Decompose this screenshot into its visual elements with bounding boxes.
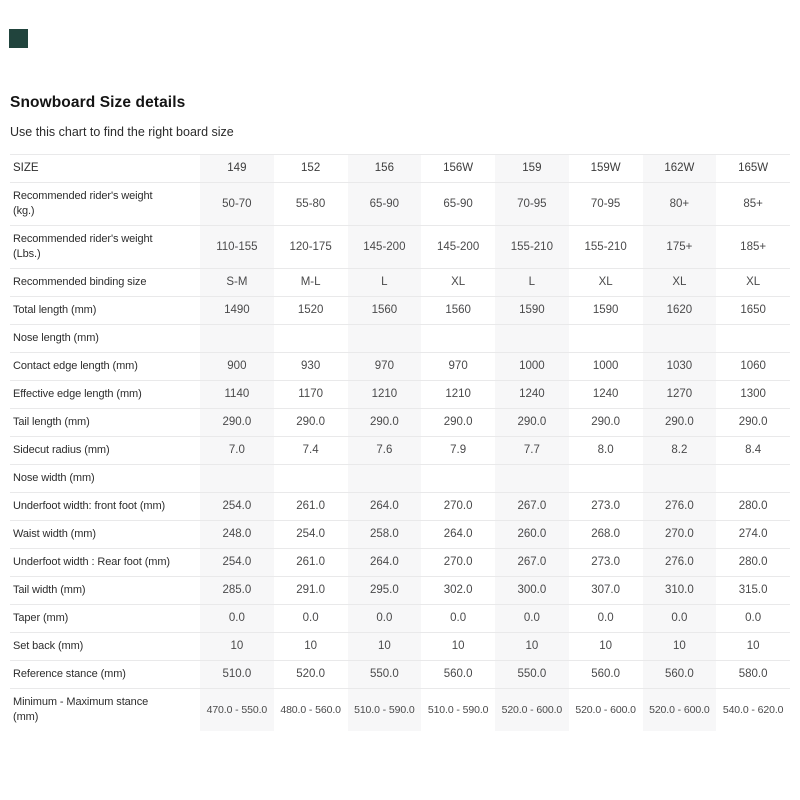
value-cell: 280.0 [738, 500, 768, 512]
value-cell: 10 [643, 633, 717, 661]
value-cell: 280.0 [738, 556, 768, 568]
value-cell: 970 [348, 353, 422, 381]
value-cell: 285.0 [200, 577, 274, 605]
size-chart-table [10, 154, 790, 731]
row-label-line: Set back (mm) [13, 640, 84, 652]
value-cell: 307.0 [591, 584, 621, 596]
value-cell: 510.0 [200, 661, 274, 689]
section-subtitle: Use this chart to find the right board size [10, 125, 234, 139]
value-cell: 970 [448, 360, 468, 372]
table-row [10, 633, 790, 661]
value-cell: 290.0 [200, 409, 274, 437]
value-cell: 274.0 [738, 528, 768, 540]
row-label [10, 226, 200, 269]
value-cell: 1000 [592, 360, 619, 372]
row-label [10, 577, 200, 605]
value-cell: 560.0 [443, 668, 473, 680]
value-cell: XL [598, 276, 613, 288]
value-cell: S-M [200, 269, 274, 297]
value-cell: 300.0 [495, 577, 569, 605]
row-label-line: Recommended rider's weight [13, 190, 153, 202]
value-cell: M-L [300, 276, 321, 288]
column-header-156W: 156W [443, 162, 474, 174]
value-cell: 0.0 [348, 605, 422, 633]
value-cell: 261.0 [296, 556, 326, 568]
value-cell: 260.0 [495, 521, 569, 549]
brand-mark-icon [9, 29, 28, 48]
value-cell [495, 465, 569, 493]
table-row [10, 325, 790, 353]
row-label-line: Effective edge length (mm) [13, 388, 142, 400]
row-label [10, 269, 200, 297]
value-cell: 267.0 [495, 493, 569, 521]
row-label-line: Contact edge length (mm) [13, 360, 138, 372]
value-cell: 10 [348, 633, 422, 661]
column-header-156: 156 [348, 155, 422, 183]
value-cell: 145-200 [437, 240, 480, 253]
value-cell: 270.0 [443, 556, 473, 568]
row-label [10, 493, 200, 521]
value-cell [348, 465, 422, 493]
value-cell: 276.0 [643, 493, 717, 521]
column-header-152: 152 [301, 162, 321, 174]
value-cell: 10 [495, 633, 569, 661]
value-cell: 7.7 [495, 437, 569, 465]
value-cell: 258.0 [348, 521, 422, 549]
value-cell: 7.0 [200, 437, 274, 465]
value-cell: 1560 [348, 297, 422, 325]
row-label-line: Nose length (mm) [13, 332, 99, 344]
value-cell: 70-95 [495, 183, 569, 226]
value-cell: 290.0 [296, 416, 326, 428]
value-cell: 1240 [495, 381, 569, 409]
row-label-line: Total length (mm) [13, 304, 97, 316]
value-cell [348, 325, 422, 353]
value-cell: 10 [304, 640, 318, 652]
value-cell [200, 465, 274, 493]
value-cell: 7.4 [302, 444, 319, 456]
value-cell: 0.0 [745, 612, 762, 624]
value-cell: 268.0 [591, 528, 621, 540]
value-cell: 470.0 - 550.0 [200, 689, 274, 732]
value-cell: 1210 [445, 388, 471, 400]
value-cell: 80+ [643, 183, 717, 226]
row-label-line: Sidecut radius (mm) [13, 444, 110, 456]
value-cell [643, 325, 717, 353]
table-row [10, 409, 790, 437]
value-cell [274, 465, 348, 493]
value-cell: 270.0 [443, 500, 473, 512]
value-cell [643, 465, 717, 493]
value-cell: 510.0 - 590.0 [427, 703, 489, 716]
table-row [10, 437, 790, 465]
value-cell: 930 [301, 360, 321, 372]
value-cell: XL [746, 276, 761, 288]
row-label-line: Minimum - Maximum stance [13, 696, 149, 708]
table-row [10, 521, 790, 549]
row-label [10, 465, 200, 493]
size-header-cell: SIZE [13, 162, 39, 174]
row-label-line: Recommended rider's weight [13, 233, 153, 245]
value-cell: 0.0 [495, 605, 569, 633]
value-cell: 580.0 [738, 668, 768, 680]
value-cell: 550.0 [495, 661, 569, 689]
value-cell: 267.0 [495, 549, 569, 577]
value-cell: 1170 [298, 388, 323, 400]
table-row [10, 465, 790, 493]
value-cell: 1650 [740, 304, 766, 316]
value-cell: 1030 [643, 353, 717, 381]
value-cell: 290.0 [443, 416, 473, 428]
row-label-line: Reference stance (mm) [13, 668, 126, 680]
value-cell: 8.4 [745, 444, 762, 456]
row-label-line: Tail width (mm) [13, 584, 86, 596]
table-row [10, 226, 790, 269]
value-cell [421, 465, 495, 493]
value-cell: 185+ [740, 240, 767, 253]
table-row [10, 183, 790, 226]
value-cell: 560.0 [591, 668, 621, 680]
value-cell: 254.0 [296, 528, 326, 540]
value-cell: 1000 [495, 353, 569, 381]
value-cell: 7.6 [348, 437, 422, 465]
value-cell: 0.0 [597, 612, 614, 624]
column-header-159: 159 [495, 155, 569, 183]
row-label [10, 325, 200, 353]
row-label [10, 605, 200, 633]
value-cell: 290.0 [591, 416, 621, 428]
value-cell: 290.0 [495, 409, 569, 437]
value-cell: 50-70 [200, 183, 274, 226]
value-cell: 1270 [643, 381, 717, 409]
value-cell [200, 325, 274, 353]
value-cell: 1300 [740, 388, 766, 400]
value-cell: 270.0 [643, 521, 717, 549]
row-label-line: Underfoot width: front foot (mm) [13, 500, 166, 512]
row-label-line: (kg.) [13, 205, 35, 217]
value-cell: 302.0 [443, 584, 473, 596]
value-cell: 273.0 [591, 556, 621, 568]
value-cell: XL [451, 276, 466, 288]
value-cell: 0.0 [302, 612, 319, 624]
row-label-line: (mm) [13, 711, 39, 723]
value-cell [716, 325, 790, 353]
value-cell: 110-155 [200, 226, 274, 269]
value-cell: 510.0 - 590.0 [348, 689, 422, 732]
value-cell: 520.0 - 600.0 [575, 703, 636, 716]
value-cell: 264.0 [348, 549, 422, 577]
column-header-149: 149 [200, 155, 274, 183]
value-cell: 1590 [592, 304, 619, 316]
value-cell: 290.0 [643, 409, 717, 437]
value-cell: 65-90 [443, 197, 473, 210]
value-cell: 10 [451, 640, 465, 652]
value-cell: 291.0 [296, 584, 326, 596]
value-cell: 273.0 [591, 500, 621, 512]
value-cell: 310.0 [643, 577, 717, 605]
value-cell: 8.2 [643, 437, 717, 465]
value-cell: 8.0 [597, 444, 614, 456]
value-cell: L [495, 269, 569, 297]
value-cell: 254.0 [200, 493, 274, 521]
value-cell: 0.0 [200, 605, 274, 633]
row-label [10, 353, 200, 381]
value-cell: 550.0 [348, 661, 422, 689]
value-cell: 276.0 [643, 549, 717, 577]
value-cell: 264.0 [443, 528, 473, 540]
row-label-line: (Lbs.) [13, 248, 41, 260]
value-cell: 10 [200, 633, 274, 661]
value-cell: 155-210 [584, 240, 627, 253]
value-cell: 520.0 [296, 668, 326, 680]
table-row [10, 661, 790, 689]
row-label [10, 633, 200, 661]
section-title: Snowboard Size details [10, 94, 186, 111]
table-row [10, 381, 790, 409]
value-cell: 1560 [445, 304, 471, 316]
value-cell: 264.0 [348, 493, 422, 521]
value-cell: 540.0 - 620.0 [722, 703, 784, 716]
row-label [10, 381, 200, 409]
value-cell: 1520 [297, 304, 324, 316]
table-row [10, 689, 790, 732]
value-cell: 0.0 [450, 612, 467, 624]
row-label [10, 661, 200, 689]
value-cell: 7.9 [450, 444, 467, 456]
column-header-165W: 165W [738, 162, 769, 174]
column-header-162W: 162W [643, 155, 717, 183]
table-row [10, 297, 790, 325]
value-cell [421, 325, 495, 353]
value-cell: 1210 [348, 381, 422, 409]
value-cell: 1240 [592, 388, 619, 400]
table-row [10, 605, 790, 633]
row-label-line: Underfoot width : Rear foot (mm) [13, 556, 170, 568]
value-cell [716, 465, 790, 493]
value-cell: 560.0 [643, 661, 717, 689]
row-label [10, 437, 200, 465]
value-cell: 1060 [740, 360, 766, 372]
value-cell: 520.0 - 600.0 [495, 689, 569, 732]
row-label [10, 297, 200, 325]
table-row [10, 269, 790, 297]
row-label-line: Waist width (mm) [13, 528, 96, 540]
value-cell: 85+ [743, 197, 763, 210]
table-row [10, 493, 790, 521]
value-cell: 10 [599, 640, 613, 652]
value-cell: 261.0 [296, 500, 326, 512]
value-cell: 480.0 - 560.0 [280, 703, 341, 716]
size-details-section [10, 94, 790, 731]
value-cell: 520.0 - 600.0 [643, 689, 717, 732]
table-row [10, 549, 790, 577]
value-cell [495, 325, 569, 353]
value-cell: 900 [200, 353, 274, 381]
table-row [10, 353, 790, 381]
value-cell: 120-175 [289, 240, 332, 253]
value-cell: L [348, 269, 422, 297]
row-label [10, 521, 200, 549]
value-cell: 145-200 [348, 226, 422, 269]
value-cell: 10 [746, 640, 760, 652]
value-cell [569, 325, 643, 353]
value-cell: 295.0 [348, 577, 422, 605]
row-label-line: Tail length (mm) [13, 416, 90, 428]
value-cell: 1590 [495, 297, 569, 325]
row-label [10, 549, 200, 577]
row-label-line: Nose width (mm) [13, 472, 95, 484]
value-cell: 1140 [200, 381, 274, 409]
column-header-159W: 159W [590, 162, 621, 174]
value-cell: 1620 [643, 297, 717, 325]
value-cell [274, 325, 348, 353]
row-label [10, 183, 200, 226]
table-header-row [10, 155, 790, 183]
value-cell: 290.0 [348, 409, 422, 437]
value-cell: 0.0 [643, 605, 717, 633]
table-row [10, 577, 790, 605]
value-cell: 55-80 [295, 197, 326, 210]
value-cell: 1490 [200, 297, 274, 325]
row-label-line: Taper (mm) [13, 612, 69, 624]
value-cell [569, 465, 643, 493]
value-cell: 70-95 [590, 197, 621, 210]
value-cell: XL [643, 269, 717, 297]
row-label-line: Recommended binding size [13, 276, 147, 288]
value-cell: 254.0 [200, 549, 274, 577]
value-cell: 65-90 [348, 183, 422, 226]
value-cell: 248.0 [200, 521, 274, 549]
value-cell: 175+ [643, 226, 717, 269]
value-cell: 290.0 [738, 416, 768, 428]
row-label [10, 409, 200, 437]
value-cell: 315.0 [738, 584, 768, 596]
row-label [10, 689, 200, 732]
value-cell: 155-210 [495, 226, 569, 269]
